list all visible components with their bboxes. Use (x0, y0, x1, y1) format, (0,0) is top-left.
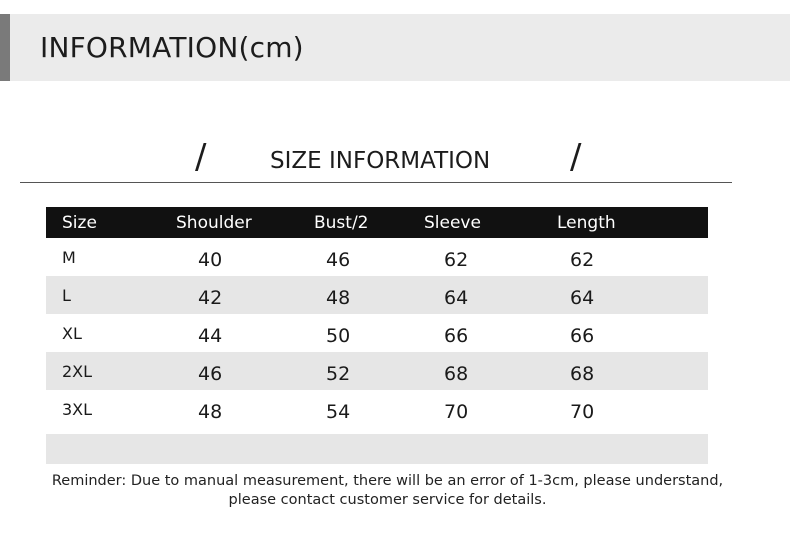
column-header-shoulder: Shoulder (176, 213, 252, 233)
cell-length: 66 (570, 325, 595, 347)
section-slash-right: / (570, 137, 582, 177)
table-header-row (46, 207, 708, 238)
column-header-bust: Bust/2 (314, 213, 369, 233)
cell-sleeve: 70 (444, 401, 469, 423)
header-accent-bar (0, 14, 10, 81)
column-header-sleeve: Sleeve (424, 213, 481, 233)
cell-size: XL (62, 324, 82, 343)
cell-bust: 50 (326, 325, 351, 347)
header-banner (0, 14, 790, 81)
size-table (46, 207, 708, 464)
cell-size: 2XL (62, 362, 93, 381)
cell-sleeve: 66 (444, 325, 469, 347)
section-slash-left: / (195, 137, 207, 177)
reminder-note: Reminder: Due to manual measurement, there will be an error of 1-3cm, please understand, please contact customer service for details. (51, 473, 724, 508)
table-row (46, 314, 708, 352)
cell-size: M (62, 248, 76, 267)
column-header-size: Size (62, 213, 97, 233)
cell-length: 64 (570, 287, 595, 309)
table-row (46, 390, 708, 428)
table-row (46, 352, 708, 390)
cell-shoulder: 42 (198, 287, 223, 309)
cell-length: 68 (570, 363, 595, 385)
cell-length: 70 (570, 401, 595, 423)
cell-sleeve: 68 (444, 363, 469, 385)
cell-shoulder: 46 (198, 363, 223, 385)
cell-size: L (62, 286, 71, 305)
cell-bust: 52 (326, 363, 351, 385)
cell-bust: 48 (326, 287, 351, 309)
cell-length: 62 (570, 249, 595, 271)
cell-bust: 54 (326, 401, 351, 423)
section-divider (20, 182, 732, 183)
column-header-length: Length (557, 213, 616, 233)
table-row (46, 276, 708, 314)
table-row (46, 238, 708, 276)
page-title: INFORMATION(cm) (40, 31, 304, 64)
table-empty-row (46, 434, 708, 464)
cell-shoulder: 44 (198, 325, 223, 347)
cell-size: 3XL (62, 400, 93, 419)
section-title: SIZE INFORMATION (270, 148, 491, 174)
cell-shoulder: 40 (198, 249, 223, 271)
cell-sleeve: 64 (444, 287, 469, 309)
cell-sleeve: 62 (444, 249, 469, 271)
cell-bust: 46 (326, 249, 351, 271)
cell-shoulder: 48 (198, 401, 223, 423)
